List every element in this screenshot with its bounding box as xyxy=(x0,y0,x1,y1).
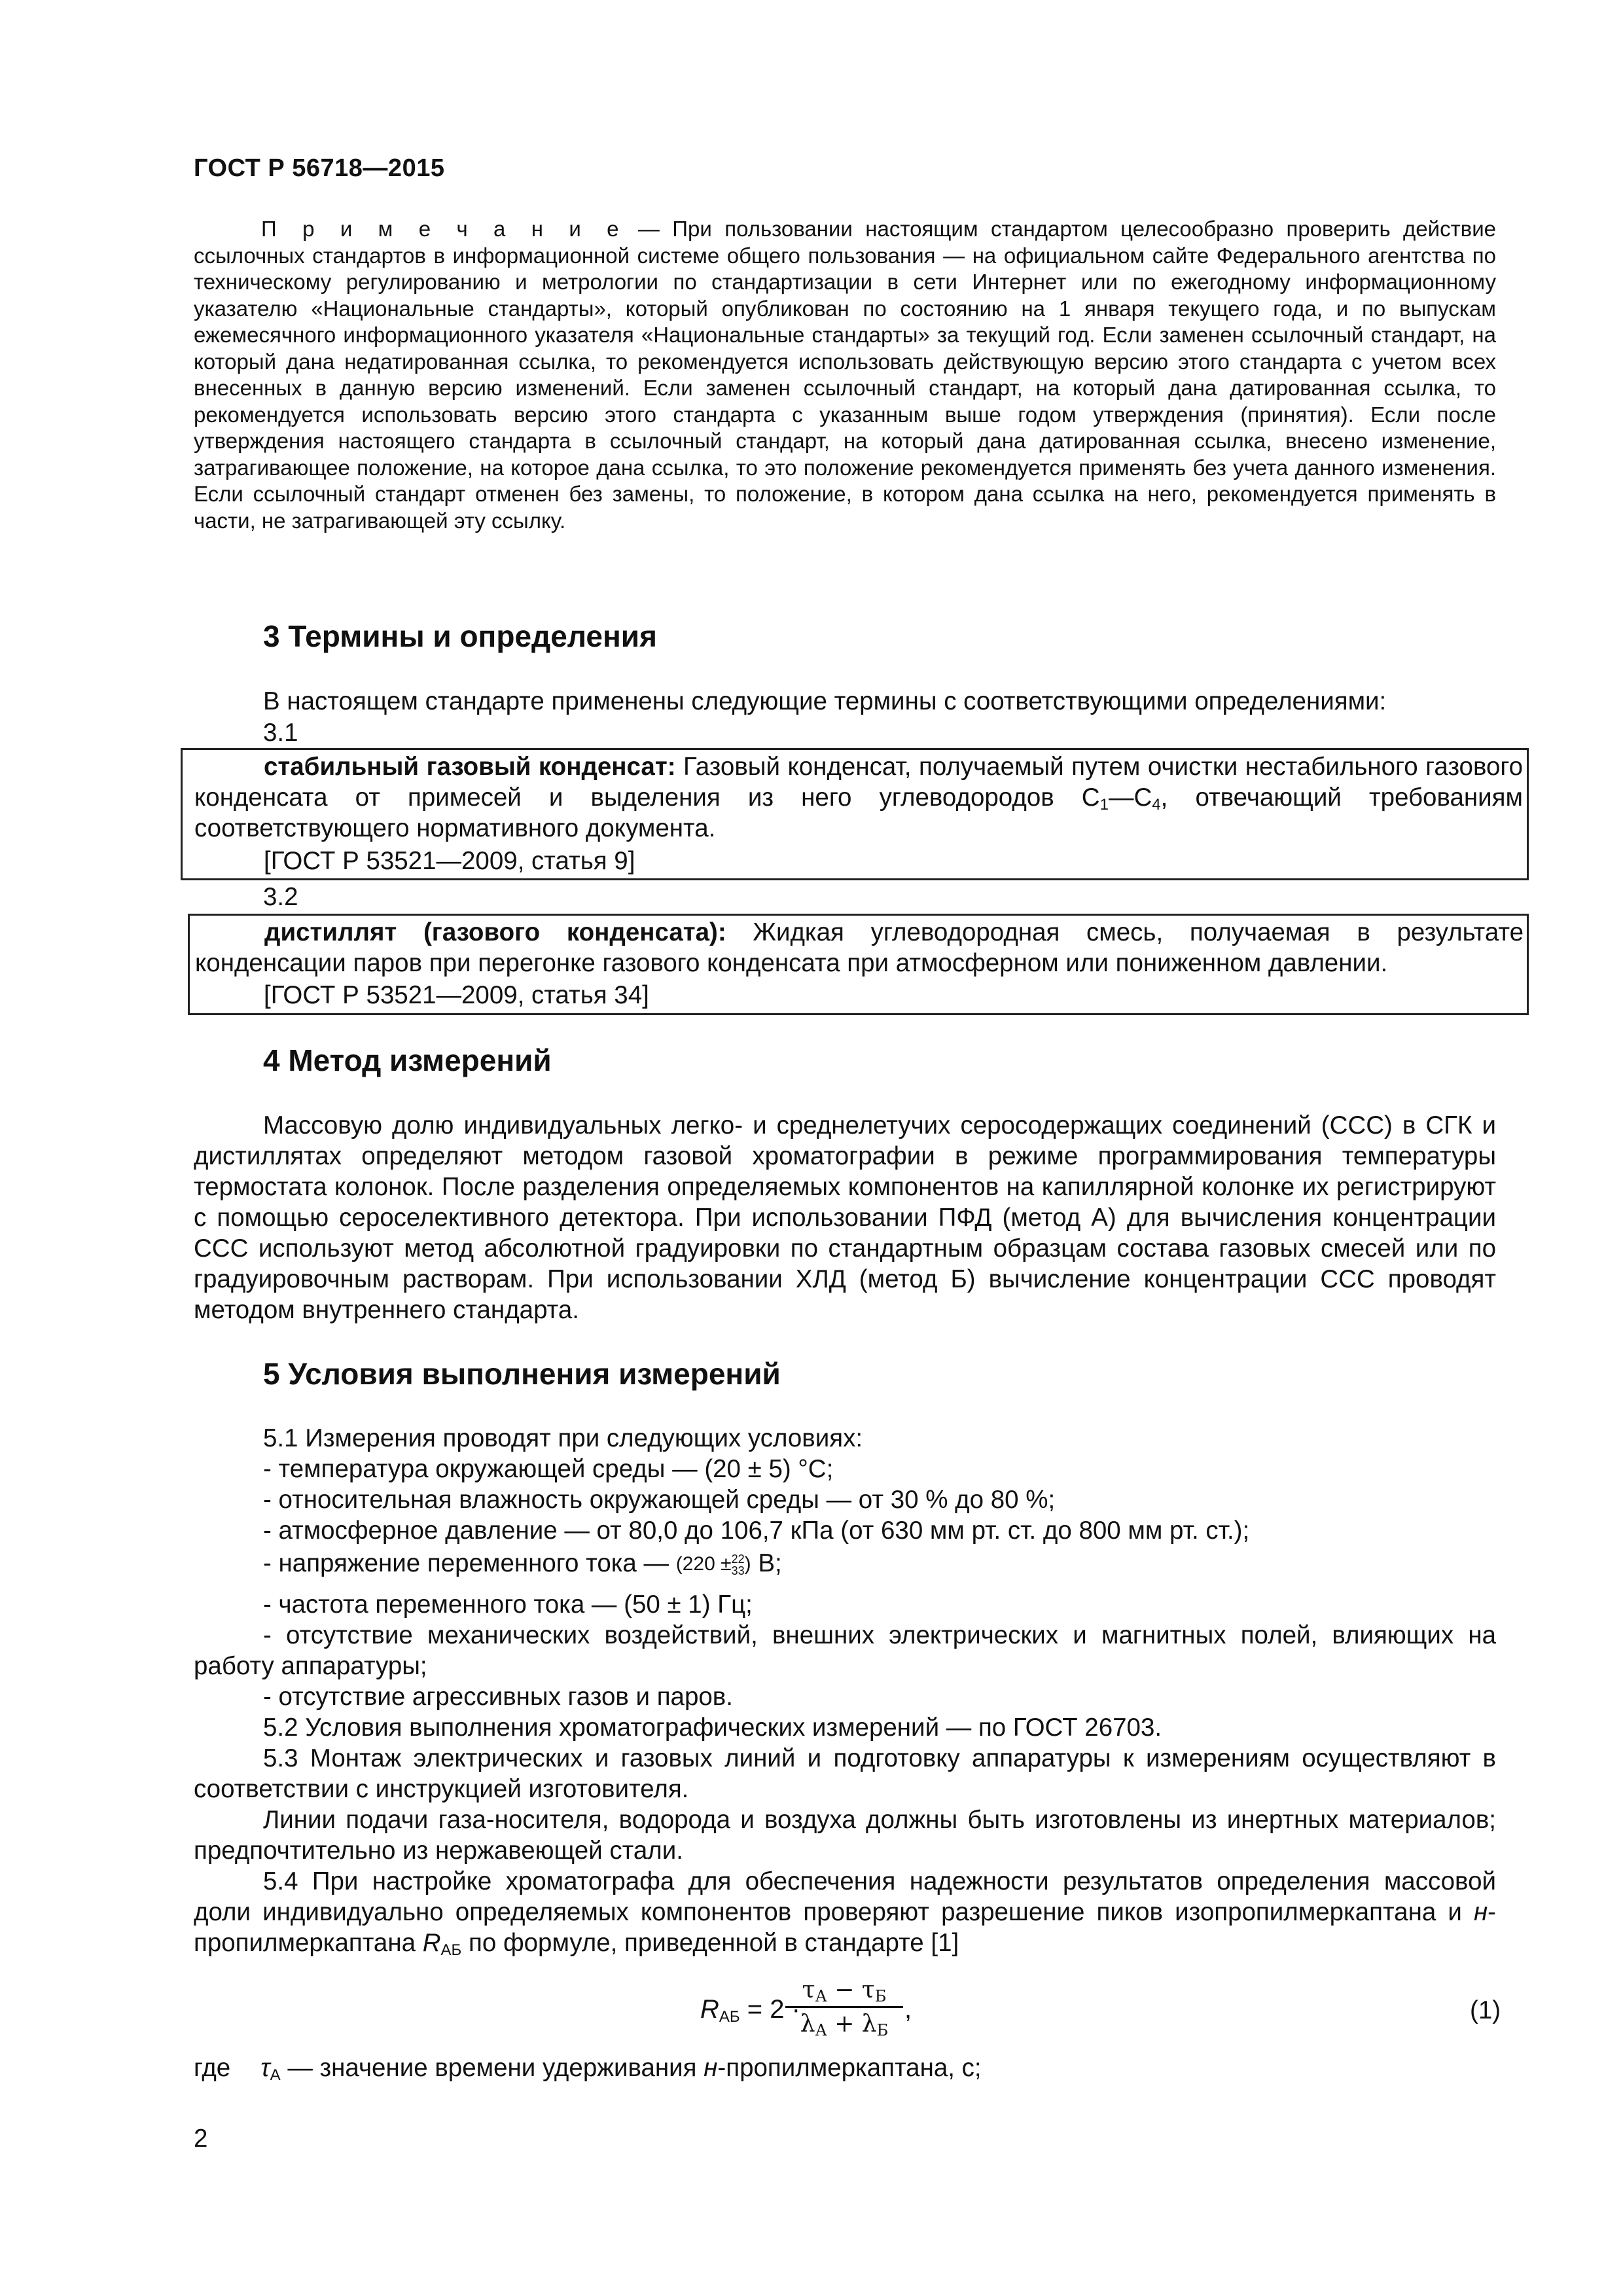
formula-eq: = 2 · xyxy=(740,1995,800,2024)
where-text-b: -пропилмеркаптана, с; xyxy=(717,2054,982,2082)
section-3-intro: В настоящем стандарте применены следующие термины с соответствующими определениями: xyxy=(263,687,1387,715)
term-1-number: 3.1 xyxy=(263,719,298,747)
voltage-base: 220 ± xyxy=(682,1552,732,1575)
den-sub1: А xyxy=(815,2021,827,2039)
voltage-lower: 33 xyxy=(731,1564,745,1577)
term-2-box xyxy=(188,914,1529,1015)
p-5-1: 5.1 Измерения проводят при следующих условиях: xyxy=(263,1424,863,1452)
formula-r: R xyxy=(700,1995,719,2024)
voltage-label: - напряжение переменного тока — xyxy=(263,1549,676,1577)
condition-pressure: - атмосферное давление — от 80,0 до 106,7 кПа (от 630 мм рт. ст. до 800 мм рт. ст.); xyxy=(263,1516,1250,1545)
term-1-sub2: 4 xyxy=(1152,796,1161,814)
voltage-unit: В; xyxy=(751,1549,782,1577)
den-sub2: Б xyxy=(876,2021,889,2039)
where-symbol: τ xyxy=(260,2054,270,2082)
term-2-def: Жидкая углеводородная смесь, получаемая в результате конденсации паров при перегонке газового конденсата при атмосферном или пониженном давлении. xyxy=(195,918,1524,977)
note-paragraph xyxy=(194,216,1496,534)
condition-gases: - отсутствие агрессивных газов и паров. xyxy=(263,1683,733,1711)
p-5-4-c: по формуле, приведенной в стандарте [1] xyxy=(461,1929,959,1957)
formula-denominator xyxy=(785,2008,903,2037)
num-sub2: Б xyxy=(874,1987,887,2005)
where-line xyxy=(194,2053,982,2083)
term-1-def-b: , отвечающий требованиям соответствующего нормативного документа. xyxy=(194,783,1523,842)
term-1-dash: —С xyxy=(1108,783,1152,812)
condition-mechanical: - отсутствие механических воздействий, внешних электрических и магнитных полей, влияющих на работу аппаратуры; xyxy=(194,1621,1496,1680)
page-number: 2 xyxy=(194,2125,208,2153)
num-mid: − τ xyxy=(827,1977,875,2003)
term-1-source: [ГОСТ Р 53521—2009, статья 9] xyxy=(264,847,635,875)
num-tau: τ xyxy=(802,1977,815,2003)
document-header: ГОСТ Р 56718—2015 xyxy=(194,154,445,182)
formula-comma: , xyxy=(904,1995,912,2024)
formula-number: (1) xyxy=(1470,1996,1501,2024)
p-5-3: 5.3 Монтаж электрических и газовых линий и подготовку аппаратуры к измерениям осуществляют в соответствии с инструкцией изготовителя. xyxy=(194,1744,1496,1803)
section-4-text: Массовую долю индивидуальных легко- и среднелетучих серосодержащих соединений (ССС) в СГК и дистиллятах определяют методом газовой хроматографии в режиме программирования температуры термостата колонок. После разделения определяемых компонентов на капиллярной колонке их регистрируют с помощью сероселективного детектора. При использовании ПФД (метод А) для вычисления концентрации ССС используют метод абсолютной градуировки по стандартным образцам состава газовых смесей или по градуировочным растворам. При использовании ХЛД (метод Б) вычисление концентрации ССС проводят методом внутреннего стандарта. xyxy=(194,1111,1496,1324)
condition-frequency: - частота переменного тока — (50 ± 1) Гц; xyxy=(263,1590,753,1619)
term-2-definition xyxy=(195,917,1524,978)
where-text-a: — значение времени удерживания xyxy=(280,2054,704,2082)
section-3-title: 3 Термины и определения xyxy=(263,619,657,653)
voltage-tolerance xyxy=(732,1553,745,1577)
p-5-4-b: -пропилмеркаптана xyxy=(194,1898,1496,1957)
formula-numerator xyxy=(785,1977,903,2008)
voltage-upper: 22 xyxy=(731,1552,745,1566)
p-5-2: 5.2 Условия выполнения хроматографических измерений — по ГОСТ 26703. xyxy=(263,1713,1162,1742)
section-5-title: 5 Условия выполнения измерений xyxy=(263,1357,781,1391)
formula-fraction xyxy=(785,1977,903,2037)
condition-humidity: - относительная влажность окружающей среды — от 30 % до 80 %; xyxy=(263,1486,1056,1514)
p-5-4-italic: н xyxy=(1473,1898,1488,1926)
condition-temperature: - температура окружающей среды — (20 ± 5) °С; xyxy=(263,1455,834,1483)
num-sub1: А xyxy=(815,1987,827,2005)
formula-r-sub: АБ xyxy=(719,2008,740,2026)
note-text: — При пользовании настоящим стандартом целесообразно проверить действие ссылочных стандартов в информационной системе общего пользования — на официальном сайте Федерального агентства по техническому регулированию и метрологии по стандартизации в сети Интернет или по ежегодному информационному указателю «Национальные стандарты», который опубликован по состоянию на 1 января текущего года, и по выпускам ежемесячного информационного указателя «Национальные стандарты» за текущий год. Если заменен ссылочный стандарт, на который дана недатированная ссылка, то рекомендуется использовать действующую версию этого стандарта с учетом всех внесенных в данную версию изменений. Если заменен ссылочный стандарт, на который дана датированная ссылка, то рекомендуется использовать версию этого стандарта с указанным выше годом утверждения (принятия). Если после утверждения настоящего стандарта в ссылочный стандарт, на который дана датированная ссылка, внесено изменение, затрагивающее положение, на которое дана ссылка, то это положение рекомендуется применять без учета данного изменения. Если ссылочный стандарт отменен без замены, то положение, в котором дана ссылка на него, рекомендуется применять в части, не затрагивающей эту ссылку. xyxy=(194,217,1496,533)
p-5-4-r-sub: АБ xyxy=(440,1941,462,1959)
term-1-definition xyxy=(194,751,1523,844)
p-5-4-r: R xyxy=(422,1929,441,1957)
term-1-term: стабильный газовый конденсат: xyxy=(264,753,676,781)
section-4-title: 4 Метод измерений xyxy=(263,1043,552,1077)
voltage-value: (220 ±22 33) xyxy=(675,1552,751,1577)
where-italic: н xyxy=(704,2054,718,2082)
term-2-number: 3.2 xyxy=(263,883,298,911)
term-1-box xyxy=(181,748,1529,880)
condition-voltage xyxy=(263,1548,782,1579)
formula-1 xyxy=(700,1977,923,2042)
term-1-def-a: Газовый конденсат, получаемый путем очистки нестабильного газового конденсата от примесей и выделения из него углеводородов С xyxy=(194,753,1523,812)
where-label: где xyxy=(194,2054,231,2082)
p-lines: Линии подачи газа-носителя, водорода и воздуха должны быть изготовлены из инертных материалов; предпочтительно из нержавеющей стали. xyxy=(194,1806,1496,1865)
term-1-sub1: 1 xyxy=(1099,796,1109,814)
where-symbol-sub: А xyxy=(270,2066,281,2084)
term-2-term: дистиллят (газового конденсата): xyxy=(264,918,726,946)
note-label: П р и м е ч а н и е xyxy=(261,217,626,241)
p-5-4-a: 5.4 При настройке хроматографа для обеспечения надежности результатов определения массовой доли индивидуально определяемых компонентов проверяют разрешение пиков изопропилмеркаптана и xyxy=(194,1867,1496,1926)
p-5-4 xyxy=(194,1866,1496,1958)
den-mid: + λ xyxy=(827,2011,877,2037)
term-2-source: [ГОСТ Р 53521—2009, статья 34] xyxy=(264,981,649,1009)
den-lambda: λ xyxy=(800,2011,815,2037)
